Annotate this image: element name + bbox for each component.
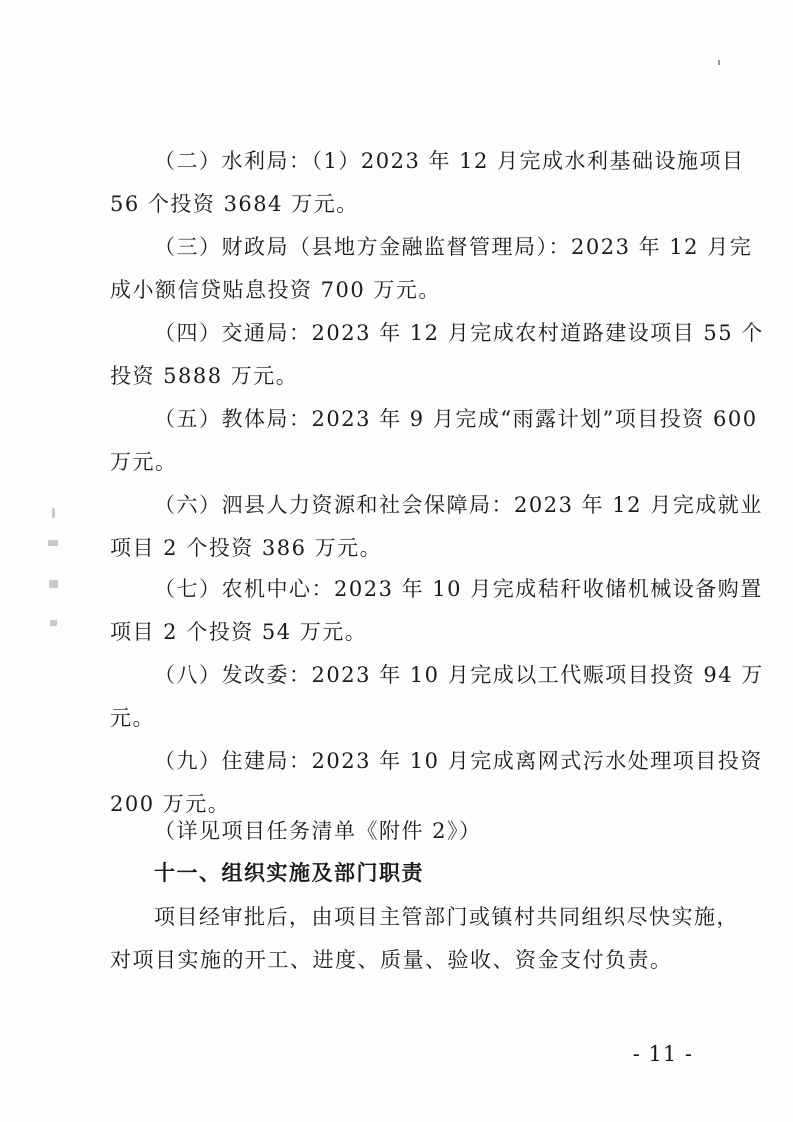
item-line: （八）发改委：2023 年 10 月完成以工代赈项目投资 94 万 <box>154 663 764 687</box>
item-agri-machinery-center <box>110 568 763 654</box>
item-education-bureau <box>110 398 758 484</box>
item-line: 200 万元。 <box>110 792 231 816</box>
section-heading: 十一、组织实施及部门职责 <box>154 861 424 885</box>
item-line: （七）农机中心：2023 年 10 月完成秸秆收储机械设备购置 <box>154 577 763 601</box>
body-line: 项目经审批后，由项目主管部门或镇村共同组织尽快实施， <box>154 905 739 929</box>
item-line: （二）水利局：（1）2023 年 12 月完成水利基础设施项目 <box>154 149 745 173</box>
item-line: （五）教体局：2023 年 9 月完成“雨露计划”项目投资 600 <box>154 407 758 431</box>
item-line: （三）财政局（县地方金融监督管理局）：2023 年 12 月完 <box>154 235 753 259</box>
binding-marks <box>44 508 64 648</box>
item-line: 万元。 <box>110 450 178 474</box>
item-line: 元。 <box>110 706 155 730</box>
item-line: 56 个投资 3684 万元。 <box>110 192 359 216</box>
item-development-commission <box>110 654 764 740</box>
scan-speck <box>718 60 720 65</box>
page-number: - 11 - <box>632 1042 693 1066</box>
item-line: 项目 2 个投资 386 万元。 <box>110 536 383 560</box>
attachment-note <box>110 810 690 853</box>
item-line: （六）泗县人力资源和社会保障局：2023 年 12 月完成就业 <box>154 493 763 517</box>
item-line: 项目 2 个投资 54 万元。 <box>110 620 368 644</box>
item-line: 投资 5888 万元。 <box>110 364 299 388</box>
note-text: （详见项目任务清单《附件 2》） <box>154 819 482 843</box>
body-line: 对项目实施的开工、进度、质量、验收、资金支付负责。 <box>110 948 673 972</box>
item-hr-bureau <box>110 484 763 570</box>
item-finance-bureau <box>110 226 753 312</box>
item-line: （九）住建局：2023 年 10 月完成离网式污水处理项目投资 <box>154 749 763 773</box>
item-transport-bureau <box>110 312 764 398</box>
item-line: 成小额信贷贴息投资 700 万元。 <box>110 278 441 302</box>
item-line: （四）交通局：2023 年 12 月完成农村道路建设项目 55 个 <box>154 321 764 345</box>
section-body <box>110 896 739 982</box>
item-water-bureau <box>110 140 745 226</box>
